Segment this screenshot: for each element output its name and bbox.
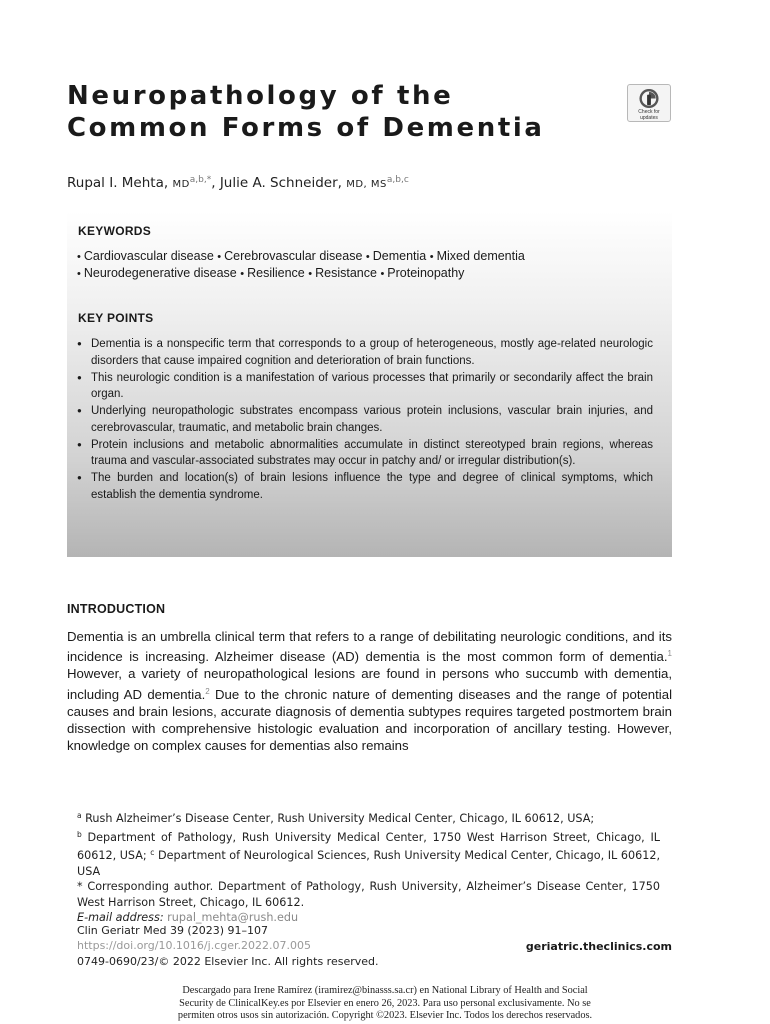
key-point-item: ● This neurologic condition is a manifestation of various processes that primarily or secondarily affect the brain organ. [77,370,653,403]
author-2-affiliation-marks: a,b,c [386,175,409,185]
keyword-item: • Cerebrovascular disease [217,249,363,263]
keywords-keypoints-panel [67,211,672,557]
author-1-credentials: MD [172,179,190,190]
citation: Clin Geriatr Med 39 (2023) 91–107 [77,924,269,937]
affiliation-lines: $^a$ Rush Alzheimer’s Disease Center, Rush University Medical Center, Chicago, IL 60612, USA; $^b$ Department of Pathology, Rush University Medical Center, 1750 West Harrison Street, Chicago, IL 60612, USA; $^c$ Department of Neurological Sciences, Rush University Medical Center, Chicago, IL 60612, USA [77,811,661,878]
check-for-updates-label: Check for updates [638,109,660,121]
author-1-affiliation-marks: a,b,* [189,175,212,185]
key-point-item: ● Protein inclusions and metabolic abnormalities accumulate in distinct stereotyped brain regions, whereas trauma and vascular-associated substrates may occur in patchy and/ or irregular distribution(s). [77,437,653,470]
author-list [67,175,667,191]
affiliations [77,808,660,926]
introduction-heading: INTRODUCTION [67,602,166,616]
keyword-item: • Proteinopathy [380,266,465,280]
keyword-item: • Cardiovascular disease [77,249,214,263]
author-2-credentials: MD, MS [346,179,387,190]
email-link[interactable]: rupal_mehta@rush.edu [167,911,299,924]
copyright: 0749-0690/23/© 2022 Elsevier Inc. All rights reserved. [77,954,379,968]
keyword-item: • Neurodegenerative disease [77,266,237,280]
key-points-heading: KEY POINTS [78,311,154,325]
download-notice: Descargado para Irene Ramírez (iramirez@binasss.sa.cr) en National Library of Health and Social Security de ClinicalKey.es por Elsevier en enero 26, 2023. Para uso personal exclusivamente. No se permiten otros usos sin autorización. Copyright ©2023. Elsevier Inc. Todos los derechos reservados. [177,985,593,1021]
author-separator: , [211,175,220,191]
reference-mark[interactable]: 2 [205,686,210,696]
keyword-item: • Resistance [308,266,377,280]
reference-mark[interactable]: 1 [667,649,672,659]
journal-site-link[interactable]: geriatric.theclinics.com [525,940,672,953]
keyword-item: • Mixed dementia [429,249,525,263]
author-2-name: Julie A. Schneider, [219,175,342,191]
key-point-item: ● The burden and location(s) of brain lesions influence the type and degree of clinical symptoms, which establish the dementia syndrome. [77,470,653,503]
key-points-list [77,336,653,504]
key-point-item: ● Dementia is a nonspecific term that corresponds to a group of heterogeneous, mostly age-related neurologic disorders that cause impaired cognition and deterioration of brain functions. [77,336,653,369]
title-line-1: Neuropathology of the [67,81,454,111]
title-line-2: Common Forms of Dementia [67,113,545,143]
author-1-name: Rupal I. Mehta, [67,175,169,191]
keyword-item: • Resilience [240,266,305,280]
keywords-heading: KEYWORDS [78,224,152,238]
check-for-updates-badge[interactable] [627,84,671,122]
key-point-item: ● Underlying neuropathologic substrates encompass various protein inclusions, vascular brain injuries, and cerebrovascular, traumatic, and metabolic brain changes. [77,403,653,436]
keyword-item: • Dementia [365,249,427,263]
corresponding-author: * Corresponding author. Department of Pathology, Rush University, Alzheimer’s Disease Center, 1750 West Harrison Street, Chicago, IL 60612. [77,880,660,909]
keywords-line-2 [77,265,464,282]
journal-info [77,923,672,969]
keywords-line-1 [77,248,525,265]
email-line: E-mail address: rupal_mehta@rush.edu [77,911,299,924]
check-for-updates-icon [638,88,660,109]
doi-link[interactable]: https://doi.org/10.1016/j.cger.2022.07.005 [77,939,311,953]
article-title [67,80,607,144]
introduction-paragraph: Dementia is an umbrella clinical term that refers to a range of debilitating neurologic conditions, and its incidence is increasing. Alzheimer disease (AD) dementia is the most common form of dementia.$^1$ However, a variety of neuropathological lesions are found in persons who succumb with dementia, including AD dementia.$^2$ Due to the chronic nature of dementing diseases and the range of potential causes and brain lesions, accurate diagnosis of dementia subtypes requires targeted postmortem brain dissection with comprehensive histologic evaluation and incorporation of ancillary testing. However, knowledge on complex causes for dementias also remains [67,629,673,754]
